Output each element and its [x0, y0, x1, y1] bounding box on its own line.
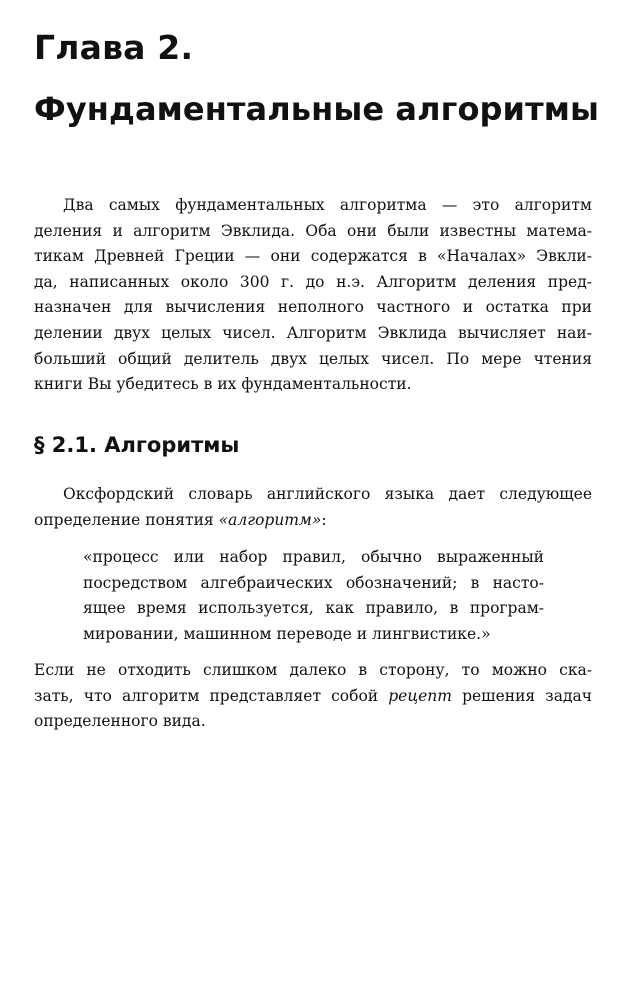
- defined-term: «алгоритм»: [218, 510, 322, 529]
- intro-line: книги Вы убедитесь в их фундаментальности.: [34, 375, 412, 394]
- conclusion-paragraph: [34, 658, 592, 735]
- intro-line: больший общий делитель двух целых чисел. По мере чтения: [34, 349, 592, 368]
- quote-line: ящее время используется, как правило, в програм-: [83, 599, 544, 618]
- conclusion-line: [34, 684, 592, 710]
- definition-intro-text: определение понятия: [34, 510, 219, 529]
- intro-paragraph: [34, 193, 592, 398]
- conclusion-text: зать, что алгоритм представляет собой: [34, 686, 389, 705]
- intro-line: да, написанных около 300 г. до н.э. Алгоритм деления пред-: [34, 272, 592, 291]
- quote-line: мировании, машинном переводе и лингвистике.»: [83, 624, 491, 643]
- conclusion-text-end: решения задач: [451, 686, 593, 705]
- conclusion-line: Если не отходить слишком далеко в сторону, то можно ска-: [34, 661, 592, 679]
- chapter-number: Глава 2.: [34, 28, 194, 67]
- quote-line: посредством алгебраических обозначений; в насто-: [83, 573, 544, 592]
- definition-intro-colon: :: [321, 510, 327, 529]
- intro-line: тикам Древней Греции — они содержатся в «Началах» Эвкли-: [34, 247, 592, 266]
- chapter-title: Фундаментальные алгоритмы: [34, 90, 600, 128]
- intro-line: Два самых фундаментальных алгоритма — это алгоритм: [63, 196, 592, 214]
- definition-intro-paragraph: [34, 482, 592, 533]
- conclusion-line: определенного вида.: [34, 712, 206, 731]
- dictionary-quote: [83, 545, 544, 647]
- section-heading: § 2.1. Алгоритмы: [34, 433, 240, 457]
- intro-line: делении двух целых чисел. Алгоритм Эвклида вычисляет наи-: [34, 323, 592, 342]
- recipe-term: рецепт: [388, 686, 452, 705]
- quote-line: «процесс или набор правил, обычно выраженный: [83, 548, 544, 566]
- intro-line: назначен для вычисления неполного частного и остатка при: [34, 298, 592, 317]
- definition-intro-line: Оксфордский словарь английского языка дает следующее: [63, 485, 592, 503]
- definition-intro-line: [34, 508, 592, 534]
- intro-line: деления и алгоритм Эвклида. Оба они были известны матема-: [34, 221, 592, 240]
